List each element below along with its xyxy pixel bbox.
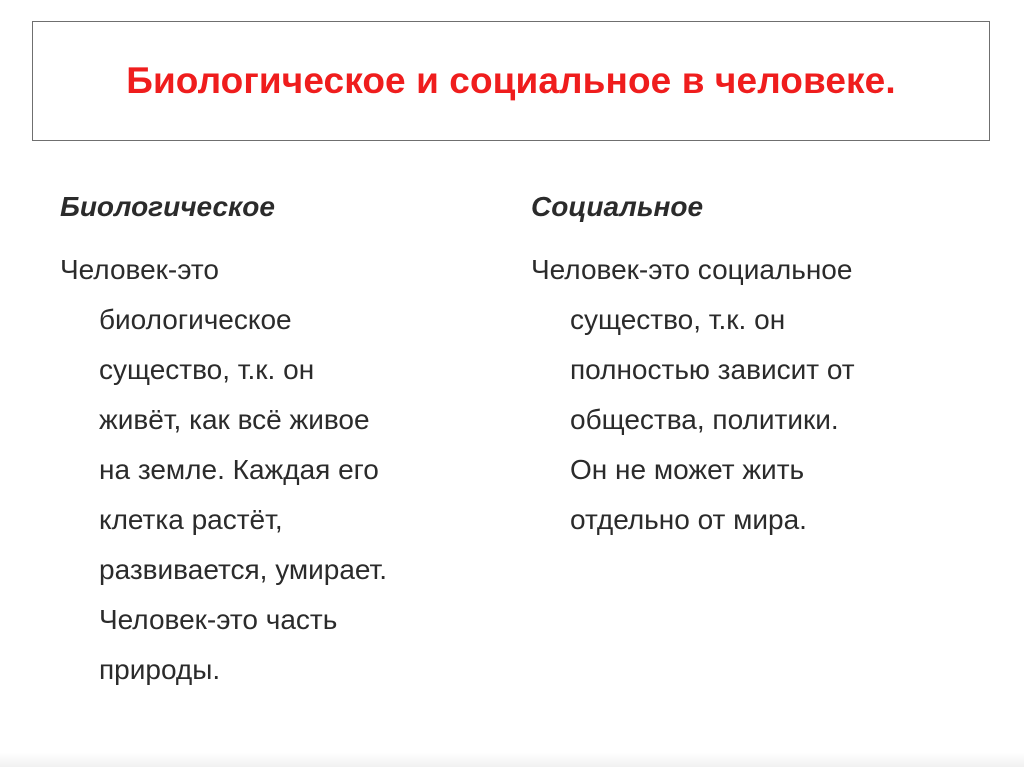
column-heading-social: Социальное xyxy=(531,191,704,222)
text-line: живёт, как всё живое xyxy=(99,404,370,435)
text-line: существо, т.к. он xyxy=(570,304,786,335)
text-line: отдельно от мира. xyxy=(570,504,807,535)
column-body-social xyxy=(531,245,1001,545)
text-line: на земле. Каждая его xyxy=(99,454,379,485)
title-box xyxy=(32,21,990,141)
text-line: общества, политики. xyxy=(570,404,839,435)
text-line: Человек-это часть xyxy=(99,604,338,635)
text-line: биологическое xyxy=(99,304,292,335)
column-social xyxy=(531,187,1001,545)
text-line: природы. xyxy=(99,654,221,685)
column-body-biological xyxy=(60,245,500,695)
text-line: развивается, умирает. xyxy=(99,554,388,585)
slide-title: Биологическое и социальное в человеке. xyxy=(126,60,896,101)
text-line: Человек-это социальное xyxy=(531,254,853,285)
text-line: Человек-это xyxy=(60,254,219,285)
column-heading-biological: Биологическое xyxy=(60,191,275,222)
text-line: существо, т.к. он xyxy=(99,354,315,385)
text-line: клетка растёт, xyxy=(99,504,283,535)
text-line: полностью зависит от xyxy=(570,354,855,385)
column-biological xyxy=(60,187,500,695)
slide-bottom-shade xyxy=(0,753,1024,767)
text-line: Он не может жить xyxy=(570,454,805,485)
